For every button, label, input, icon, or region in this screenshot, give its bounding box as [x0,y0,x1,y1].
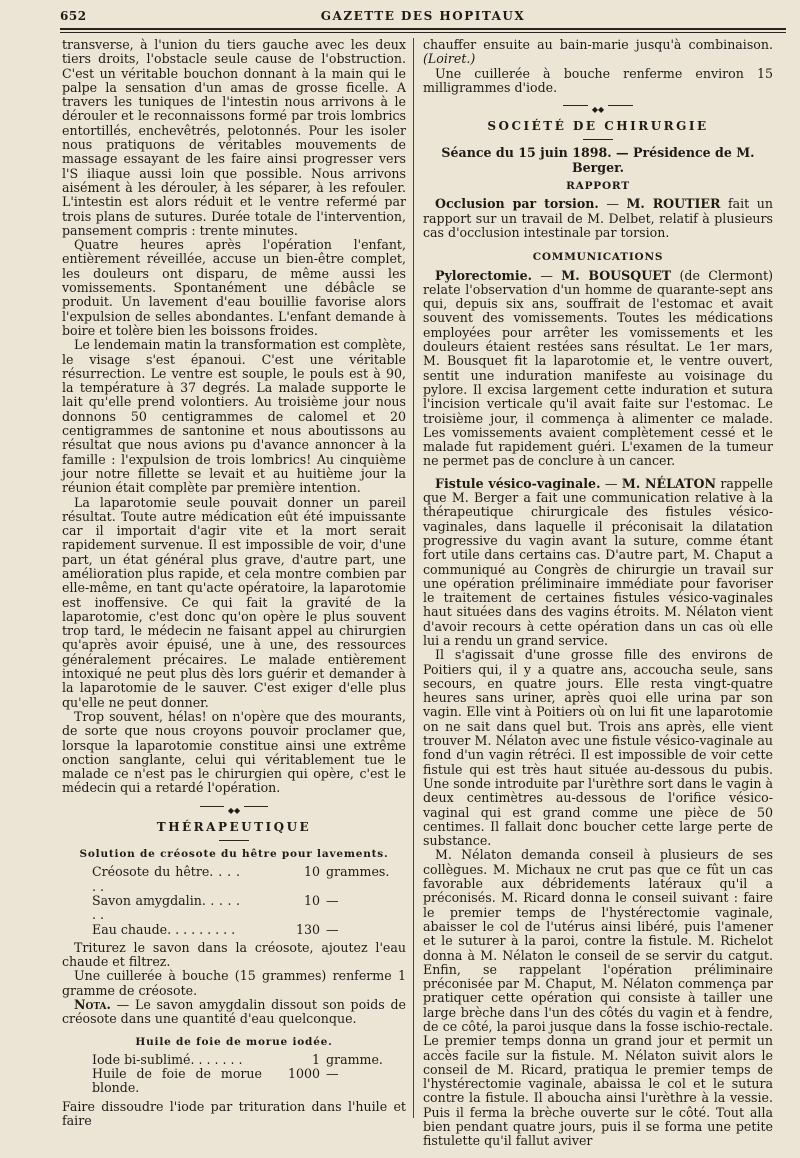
therapeutique-heading: THÉRAPEUTIQUE [156,819,312,834]
recipe-continuation: chauffer ensuite au bain-marie jusqu'à combinaison. (Loiret.) [423,37,773,67]
ingredient-qty: 10 [303,864,320,880]
page-header [60,6,786,28]
creosote-formula [92,865,406,936]
occlusion-author: M. ROUTIER [626,196,721,212]
article-paragraph: Il s'agissait d'une grosse fille des environs de Poitiers qui, il y a quatre ans, accoucha seule, sans secours, en quatre jours. Elle resta vingt-quatre heures sans uriner, après quoi elle urina par son vagin. Elle vint à Poitiers où on lui fit une laparotomie on ne sait dans quel but. Trois ans après, elle vient trouver M. Nélaton avec une fistule vésico-vaginale au fond d'un vagin rétréci. Il est impossible de voir cette fistule qui est très haut située au-dessous du pubis. Une sonde introduite par l'urèthre sort dans le vagin à deux centimètres au-dessous de l'orifice vésico-vaginal qui est grand comme une pièce de 50 centimes. Il fallait donc boucher cette large perte de substance. [423,647,773,849]
ingredient-name: Savon amygdalin. . . . . . . [92,892,240,923]
rapport-heading: RAPPORT [566,180,630,193]
left-column [62,38,406,1128]
occlusion-text: fait un rapport sur un travail de M. Delbet, relatif à plusieurs cas d'occlusion intestinale par torsion. [423,196,773,240]
occlusion-lead: Occlusion par torsion. [435,196,599,212]
formula-row [92,894,406,923]
nota-paragraph [62,998,406,1027]
heading-rule [583,139,613,140]
ingredient-unit: grammes. [326,864,390,880]
heading-rule [219,840,249,841]
huile-formula [92,1053,406,1096]
section-ornament: ◆◆ [423,101,773,109]
journal-title: GAZETTE DES HOPITAUX [320,9,526,23]
fistule-paragraph: Fistule vésico-vaginale. — M. NÉLATON rappelle que M. Berger a fait une communication relative à la thérapeutique chirurgicale des fistules vésico-vaginales, dans laquelle il préconisait la dilatation progressive du vagin avant la suture, comme étant fort utile dans certains cas. D'autre part, M. Chaput a communiqué au Congrès de chirurgie un travail sur une opération préliminaire immédiate pour favoriser le traitement de certaines fistules vésico-vaginales haut situées dans des vagins étroits. M. Nélaton vient d'avoir recours à cette opération dans un cas où elle lui a rendu un grand service. [423,475,773,648]
column-divider [413,38,414,1118]
page-number: 652 [60,9,87,23]
ingredient-name: Iode bi-sublimé. . . . . . . [92,1051,243,1067]
fistule-author: M. NÉLATON [621,475,716,491]
fistule-lead: Fistule vésico-vaginale. [435,475,601,491]
seance-line: Séance du 15 juin 1898. — Présidence de M. Berger. [441,145,755,175]
formula-row [92,865,406,894]
recipe-instruction: Triturez le savon dans la créosote, ajoutez l'eau chaude et filtrez. [62,939,406,970]
nota-label: Nota. [74,997,111,1012]
section-ornament: ◆◆ [62,802,406,810]
ingredient-qty: 130 [295,921,320,937]
ingredient-qty: 1 [311,1051,320,1067]
pylorectomie-author: M. BOUSQUET [561,267,672,283]
ingredient-name: Eau chaude. . . . . . . . . [92,921,236,937]
right-column [423,38,773,1149]
recipe-instruction: Une cuillerée à bouche (15 grammes) renferme 1 gramme de créosote. [62,968,406,998]
ingredient-unit: — [326,1066,339,1082]
ingredient-name: Créosote du hêtre. . . . . . [92,864,240,894]
article-paragraph: transverse, à l'union du tiers gauche avec les deux tiers droits, l'obstacle seule cause de l'obstruction. C'est un véritable bouchon donnant à la main qui le palpe la sensation d'un amas de grosse ficelle. A travers les tuniques de l'intestin nous arrivons à le dérouler et le reconnaissons formé par trois lombrics entortillés, enchevêtrés, pelotonnés. Pour les isoler nous pratiquons de véritables mouvements de massage essayant de les faire ainsi progresser vers l'S iliaque aussi loin que possible. Nous arrivons aisément à les dérouler, à les séparer, à les refouler. L'intestin est alors réduit et le ventre refermé par trois plans de sutures. Durée totale de l'intervention, pansement compris : trente minutes. [62,37,406,238]
pylorectomie-lead: Pylorectomie. [435,267,533,283]
ingredient-unit: — [326,921,339,937]
pylorectomie-paragraph: Pylorectomie. — M. BOUSQUET (de Clermont) relate l'observation d'un homme de quarante-sept ans qui, depuis six ans, souffrait de l'estomac et avait souvent des vomissements. Toutes les médications employées pour arrêter les vomissements et les douleurs étaient restées sans résultat. Le 1er mars, M. Bousquet fit la laparotomie et, le ventre ouvert, sentit une induration manifeste au voisinage du pylore. Il excisa largement cette induration et sutura l'incision verticale qu'il avait faite sur l'estomac. Le troisième jour, il commença à alimenter ce malade. Les vomissements avaient complètement cessé et le malade fut rapidement guéri. L'examen de la tumeur ne permet pas de conclure à un cancer. [423,267,774,469]
article-paragraph: M. Nélaton demanda conseil à plusieurs de ses collègues. M. Michaux ne crut pas que ce fût un cas favorable aux débridements latéraux qu'il a préconisés. M. Ricard donna le conseil suivant : faire le premier temps de l'hystérectomie vaginale, abaisser le col de l'utérus ainsi libéré, puis l'amener et le suturer à la paroi, contre la fistule. M. Richelot donna à M. Nélaton le conseil de se servir du catgut. Enfin, se rappelant l'opération préliminaire préconisée par M. Chaput, M. Nélaton commença par pratiquer cette opération qui consiste à tailler une large brèche dans l'un des côtés du vagin et à fendre, de ce côté, la paroi jusque dans la fosse ischio-rectale. Le premier temps donna un grand jour et permit un accès facile sur la fistule. M. Nélaton suivit alors le conseil de M. Ricard, pratiqua le premier temps de l'hystérectomie vaginale, abaissa le col et le sutura contre la fistule. Il aboucha ainsi l'urèthre à la vessie. Puis il ferma la brèche ouverte sur le côté. Tout alla bien pendant quatre jours, puis il se forma une petite fistulette qu'il fallut aviver [423,847,773,1149]
ingredient-name: Huile de foie de morue blonde. [92,1066,262,1096]
societe-heading: SOCIÉTÉ DE CHIRURGIE [487,119,709,134]
ingredient-unit: — [326,892,339,908]
article-paragraph: Quatre heures après l'opération l'enfant, entièrement réveillée, accuse un bien-être complet, les douleurs ont disparu, de même aussi les vomissements. Spontanément une débâcle se produit. Un lavement d'eau bouillie favorise alors l'expulsion de selles abondantes. L'enfant demande à boire et tolère bien les boissons froides. [62,237,406,338]
pylorectomie-text: (de Clermont) relate l'observation d'un homme de quarante-sept ans qui, depuis six ans, souffrait de l'estomac et avait souvent des vomissements. Toutes les médications employées pour arrêter les vomissements et les douleurs étaient restées sans résultat. Le 1er mars, M. Bousquet fit la laparotomie et, le ventre ouvert, sentit une induration manifeste au voisinage du pylore. Il excisa largement cette induration et sutura l'incision verticale qu'il avait faite sur l'estomac. Le troisième jour, il commença à alimenter ce malade. Les vomissements avaient complètement cessé et le malade fut rapidement guéri. L'examen de la tumeur ne permet pas de conclure à un cancer. [423,267,774,469]
article-paragraph: Trop souvent, hélas! on n'opère que des mourants, de sorte que nous croyons pouvoir proclamer que, lorsque la laparotomie constitue ainsi une extrême onction sanglante, celui qui véritablement tue le malade ce n'est pas le chirurgien qui opère, c'est le médecin qui a retardé l'opération. [62,708,406,796]
article-paragraph: La laparotomie seule pouvait donner un pareil résultat. Toute autre médication eût été impuissante car il importait d'agir vite et la mort serait rapidement survenue. Il est impossible de voir, d'une part, un état général plus grave, d'autre part, une amélioration plus rapide, et cela montre combien par elle-même, en tant qu'acte opératoire, la laparotomie est inoffensive. Ce qui fait la gravité de la laparotomie, c'est donc qu'on opère le plus souvent trop tard, le médecin ne faisant appel au chirurgien qu'après avoir épuisé, une à une, des ressources généralement précaires. Le malade entièrement intoxiqué ne peut plus dès lors guérir et demander à la laparotomie de le sauver. C'est exiger d'elle plus qu'elle ne peut donner. [62,494,406,710]
fistule-text: rappelle que M. Berger a fait une communication relative à la thérapeutique chirurgicale des fistules vésico-vaginales, dans laquelle il préconisait la dilatation progressive du vagin avant la suture, comme étant fort utile dans certains cas. D'autre part, M. Chaput a communiqué au Congrès de chirurgie un travail sur une opération préliminaire immédiate pour favoriser le traitement de certaines fistules vésico-vaginales haut situées dans des vagins étroits. M. Nélaton vient d'avoir recours à cette opération dans un cas où elle lui a rendu un grand service. [423,475,773,648]
article-paragraph: Le lendemain matin la transformation est complète, le visage s'est épanoui. C'est une véritable résurrection. Le ventre est souple, le pouls est à 90, la température à 37 degrés. La malade supporte le lait qu'elle prend volontiers. Au troisième jour nous donnons 50 centigrammes de calomel et 20 centigrammes de santonine et nous aboutissons au résultat que nous avions pu d'avance annoncer à la famille : l'expulsion de trois lombrics! Au cinquième jour notre fillette se levait et au huitième jour la réunion était complète par première intention. [62,337,406,496]
recipe-instruction: Faire dissoudre l'iode par trituration dans l'huile et faire [62,1098,406,1129]
formula-row [92,1067,406,1096]
huile-subheading: Huile de foie de morue iodée. [135,1035,333,1048]
formula-row [92,1053,406,1067]
ingredient-unit: gramme. [326,1051,383,1067]
creosote-subheading: Solution de créosote du hêtre pour lavements. [79,848,389,861]
nota-text: — Le savon amygdalin dissout son poids de créosote dans une quantité d'eau quelconque. [62,997,406,1027]
recipe-signature: (Loiret.) [423,51,476,67]
ingredient-qty: 1000 [287,1066,320,1082]
ingredient-qty: 10 [303,892,320,908]
recipe-instruction: Une cuillerée à bouche renferme environ 15 milligrammes d'iode. [423,65,773,95]
header-rule [60,28,786,33]
communications-heading: COMMUNICATIONS [532,251,664,264]
occlusion-paragraph: Occlusion par torsion. — M. ROUTIER fait un rapport sur un travail de M. Delbet, relatif à plusieurs cas d'occlusion intestinale par torsion. [423,196,773,240]
formula-row [92,923,406,937]
